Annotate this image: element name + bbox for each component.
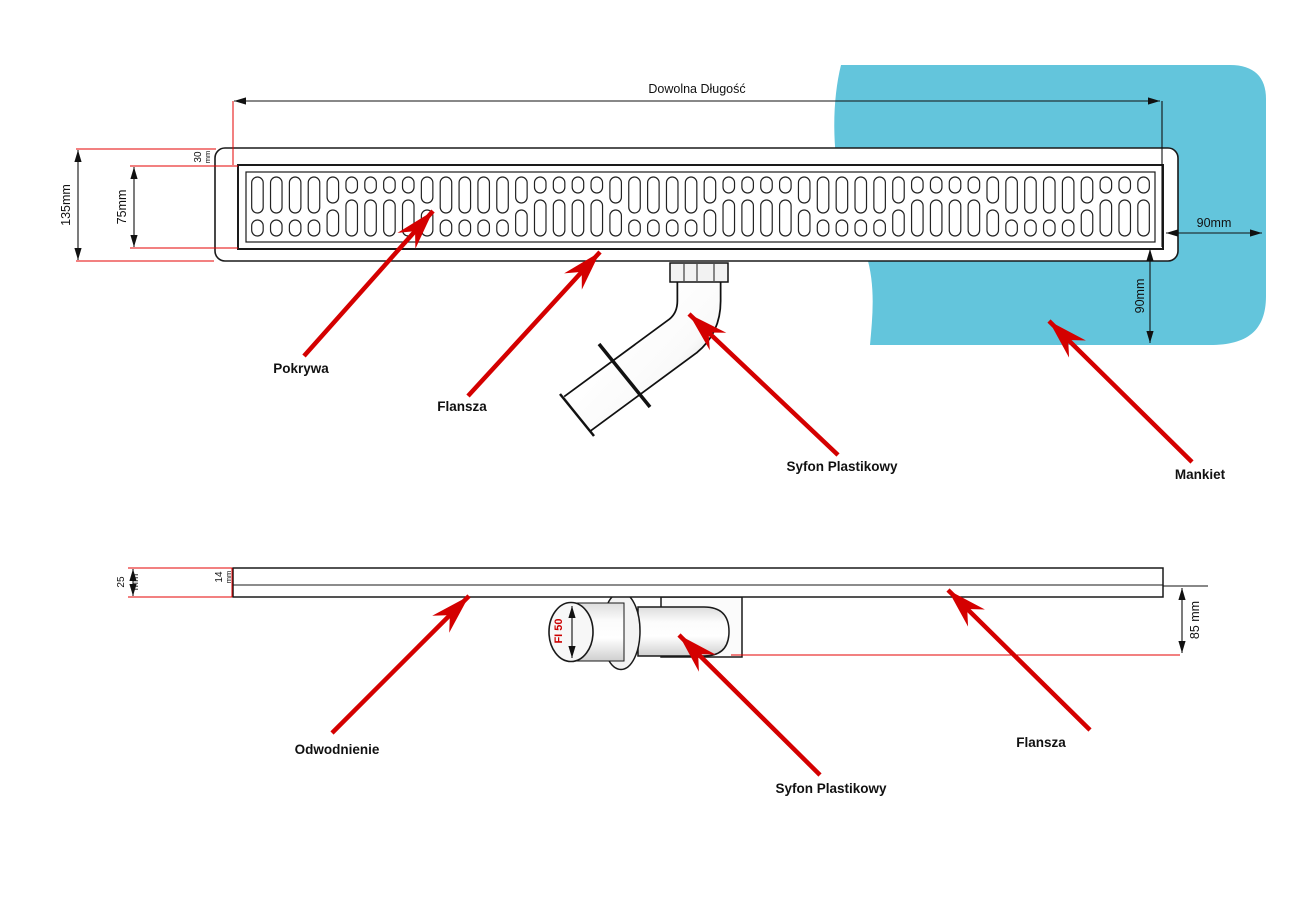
grate-slot (723, 177, 735, 193)
grate-slot (308, 220, 320, 236)
flansza-side-label: Flansza (1016, 735, 1066, 750)
grate-slot (949, 177, 961, 193)
grate-slot (346, 200, 358, 236)
grate-slot (1100, 177, 1112, 193)
grate-slot (1062, 177, 1074, 213)
grate-slot (742, 177, 754, 193)
grate-slot (327, 177, 339, 203)
grate-slot (308, 177, 320, 213)
grate-slot (1006, 220, 1018, 236)
grate-slot (478, 220, 490, 236)
grate-slot (836, 177, 848, 213)
inner-height-dimension-label: 75mm (115, 189, 129, 225)
grate-slot (591, 200, 603, 236)
siphon-nut (670, 263, 728, 282)
grate-slot (289, 177, 301, 213)
siphon-side-view (549, 593, 742, 670)
lip-height-unit: mm (224, 570, 233, 584)
grate-slot (648, 177, 660, 213)
grate-slot (704, 210, 716, 236)
grate-slot (572, 200, 584, 236)
mankiet-label: Mankiet (1174, 467, 1226, 482)
grate-slot (1119, 177, 1131, 193)
grate-slot (553, 200, 565, 236)
grate-slot (610, 177, 622, 203)
grate-slot (346, 177, 358, 193)
grate-slot (874, 177, 886, 213)
grate-slot (403, 177, 415, 193)
grate-slot (912, 200, 924, 236)
grate-slot (553, 177, 565, 193)
length-dimension-label: Dowolna Długość (648, 82, 746, 96)
side-view (116, 568, 1208, 796)
grate-slot (685, 220, 697, 236)
grate-slot (930, 177, 942, 193)
grate-slot (836, 220, 848, 236)
grate-slot (591, 177, 603, 193)
grate-slot (1119, 200, 1131, 236)
grate-slot (516, 210, 528, 236)
grate-slot (610, 210, 622, 236)
grate-slot (780, 200, 792, 236)
grate-slot (1006, 177, 1018, 213)
grate-slot (874, 220, 886, 236)
grate-slot (1025, 220, 1037, 236)
grate-slot (459, 220, 471, 236)
syfon-arrow (689, 314, 838, 455)
grate-slot (666, 177, 678, 213)
grate-slot (704, 177, 716, 203)
grate-slot (855, 177, 867, 213)
grate-slot (629, 220, 641, 236)
syfon-side-label: Syfon Plastikowy (775, 781, 887, 796)
grate-slot (798, 210, 810, 236)
grate-slot (440, 220, 452, 236)
flansza-side-arrow (948, 590, 1090, 730)
lip-height-value: 14 (214, 571, 225, 583)
grate-slot (1081, 177, 1093, 203)
grate-slot (742, 200, 754, 236)
flansza-arrow (468, 252, 600, 396)
grate-slot (459, 177, 471, 213)
grate-slot (271, 220, 283, 236)
grate-slot (1138, 200, 1150, 236)
grate-slot (685, 177, 697, 213)
edge-dimension-unit: mm (203, 150, 212, 164)
grate-slot (817, 220, 829, 236)
siphon-top-view (560, 263, 728, 436)
grate-slot (968, 177, 980, 193)
grate-slot (666, 220, 678, 236)
flange-profile (233, 568, 1163, 597)
grate-slot (252, 177, 264, 213)
grate-slot (648, 220, 660, 236)
grate-slot (893, 177, 905, 203)
grate-slot (893, 210, 905, 236)
grate-slot (968, 200, 980, 236)
grate-slot (478, 177, 490, 213)
top-view (59, 65, 1266, 482)
grate-slot (534, 177, 546, 193)
grate-slot (289, 220, 301, 236)
grate-slot (629, 177, 641, 213)
grate-slot (1025, 177, 1037, 213)
pokrywa-label: Pokrywa (273, 361, 329, 376)
syfon-side-arrow (679, 635, 820, 775)
grate-slot (403, 200, 415, 236)
depth-dimension-label: 85 mm (1188, 600, 1202, 640)
grate-slot (327, 210, 339, 236)
grate-slot (497, 177, 509, 213)
grate-slot (421, 177, 433, 203)
grate-slot (365, 177, 377, 193)
grate-slot (1138, 177, 1150, 193)
grate-slot (365, 200, 377, 236)
grate-slot (1044, 177, 1056, 213)
grate-slot (817, 177, 829, 213)
grate-slot (723, 200, 735, 236)
grate-slot (572, 177, 584, 193)
grate-slot (440, 177, 452, 213)
bottom-right-dimension-label: 90mm (1133, 278, 1147, 314)
grate-slot (761, 177, 773, 193)
grate-slot (930, 200, 942, 236)
grate-slot (534, 200, 546, 236)
grate-slot (987, 210, 999, 236)
total-height-unit: mm (130, 573, 141, 591)
siphon-body (638, 607, 729, 656)
grate-slot (271, 177, 283, 213)
grate-slot (1044, 220, 1056, 236)
grate-slot (516, 177, 528, 203)
flansza-label: Flansza (437, 399, 487, 414)
grate-slot (987, 177, 999, 203)
grate-slot (1100, 200, 1112, 236)
grate-slot (1062, 220, 1074, 236)
grate-slot (1081, 210, 1093, 236)
total-height-value: 25 (116, 576, 127, 588)
odwodnienie-arrow (332, 596, 469, 733)
right-dimension-label: 90mm (1196, 216, 1232, 230)
odwodnienie-label: Odwodnienie (294, 742, 380, 757)
height-dimension-label: 135mm (59, 184, 73, 226)
grate-slot (384, 177, 396, 193)
grate-slot (252, 220, 264, 236)
grate-slot (384, 200, 396, 236)
syfon-label: Syfon Plastikowy (786, 459, 898, 474)
grate-slot (497, 220, 509, 236)
pipe-diameter-label: FI 50 (553, 618, 565, 644)
grate-slot (912, 177, 924, 193)
grate-slot (949, 200, 961, 236)
grate-slot (855, 220, 867, 236)
grate-slot (798, 177, 810, 203)
grate-slot (761, 200, 773, 236)
grate-slot (780, 177, 792, 193)
grate-panel (246, 172, 1155, 242)
edge-dimension-value: 30 (193, 151, 204, 163)
